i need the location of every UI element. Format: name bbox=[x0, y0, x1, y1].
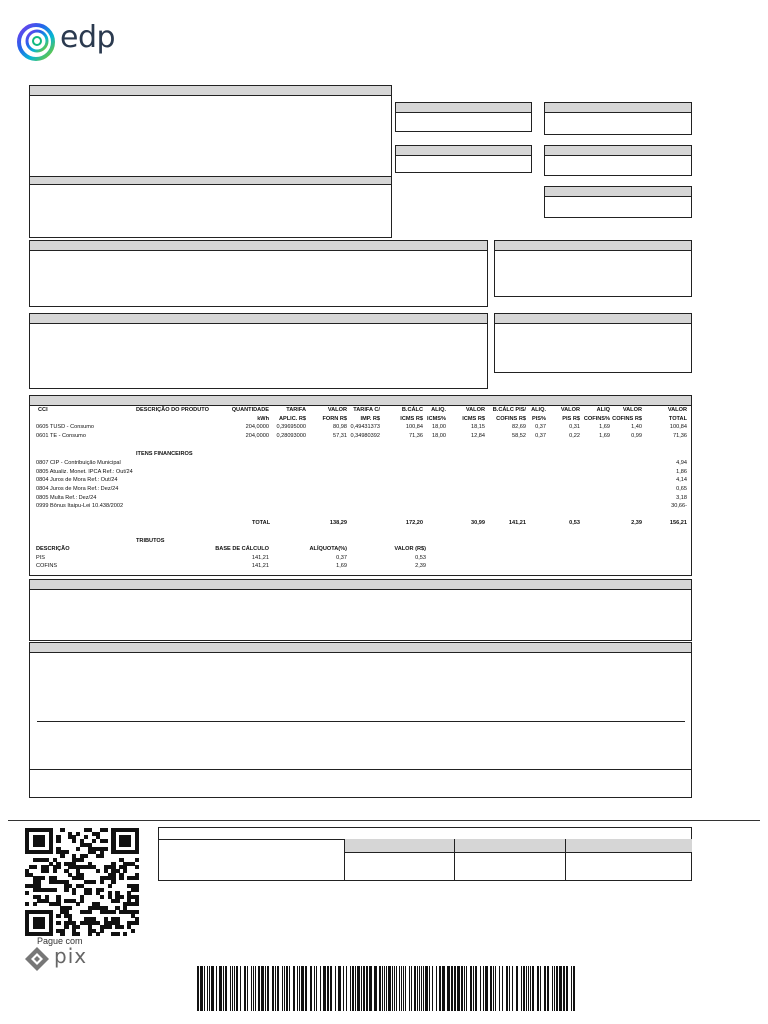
qr-module bbox=[104, 847, 108, 851]
barcode-bar bbox=[247, 966, 248, 1011]
qr-module bbox=[25, 891, 29, 895]
barcode-bar bbox=[374, 966, 376, 1011]
barcode-bar bbox=[480, 966, 481, 1011]
barcode-bar bbox=[255, 966, 256, 1011]
barcode-bar bbox=[230, 966, 231, 1011]
barcode-bar bbox=[528, 966, 529, 1011]
side-box-2 bbox=[494, 313, 692, 373]
customer-box-header bbox=[30, 86, 391, 96]
info-box-5 bbox=[544, 186, 692, 218]
qr-module bbox=[96, 932, 100, 936]
qr-module bbox=[100, 895, 104, 899]
barcode-bar bbox=[234, 966, 235, 1011]
consumption-box bbox=[29, 240, 488, 307]
qr-module bbox=[76, 847, 80, 851]
barcode-bar bbox=[509, 966, 510, 1011]
barcode-bar bbox=[384, 966, 385, 1011]
barcode-bar bbox=[552, 966, 553, 1011]
barcode-bar bbox=[414, 966, 416, 1011]
barcode-bar bbox=[466, 966, 467, 1011]
pix-word: pix bbox=[54, 944, 88, 968]
barcode-bar bbox=[409, 966, 410, 1011]
qr-module bbox=[41, 876, 45, 880]
qr-module bbox=[135, 850, 139, 854]
qr-module bbox=[92, 839, 96, 843]
qr-module bbox=[88, 891, 92, 895]
barcode-bar bbox=[405, 966, 406, 1011]
barcode-bar bbox=[411, 966, 412, 1011]
barcode-bar bbox=[506, 966, 508, 1011]
barcode-bar bbox=[523, 966, 525, 1011]
barcode-bar bbox=[403, 966, 404, 1011]
qr-module bbox=[104, 839, 108, 843]
payment-box bbox=[158, 827, 692, 881]
qr-module bbox=[123, 869, 127, 873]
barcode-bar bbox=[223, 966, 224, 1011]
barcode-bar bbox=[512, 966, 513, 1011]
qr-module bbox=[135, 858, 139, 862]
barcode-bar bbox=[207, 966, 208, 1011]
barcode-bar bbox=[293, 966, 295, 1011]
qr-module bbox=[115, 899, 119, 903]
barcode-bar bbox=[327, 966, 329, 1011]
barcode-bar bbox=[366, 966, 368, 1011]
barcode-bar bbox=[258, 966, 260, 1011]
pix-logo bbox=[24, 946, 114, 972]
qr-module bbox=[119, 925, 123, 929]
barcode-bar bbox=[316, 966, 317, 1011]
qr-module bbox=[135, 902, 139, 906]
barcode-bar bbox=[439, 966, 441, 1011]
barcode-bar bbox=[352, 966, 354, 1011]
barcode-bar bbox=[417, 966, 418, 1011]
qr-module bbox=[80, 899, 84, 903]
side-box-1 bbox=[494, 240, 692, 297]
barcode-bar bbox=[493, 966, 494, 1011]
barcode-bar bbox=[526, 966, 527, 1011]
qr-module bbox=[72, 839, 76, 843]
qr-module bbox=[104, 828, 108, 832]
barcode-bar bbox=[563, 966, 565, 1011]
qr-module bbox=[100, 929, 104, 933]
barcode-bar bbox=[305, 966, 307, 1011]
qr-module bbox=[135, 888, 139, 892]
qr-module bbox=[53, 869, 57, 873]
messages-box bbox=[29, 579, 692, 641]
barcode-bar bbox=[350, 966, 351, 1011]
notes-box bbox=[29, 642, 692, 798]
col-cci: CCI bbox=[38, 407, 48, 413]
barcode-bar bbox=[369, 966, 371, 1011]
barcode-bar bbox=[277, 966, 279, 1011]
barcode-bar bbox=[571, 966, 572, 1011]
qr-module bbox=[127, 843, 131, 847]
barcode-bar bbox=[209, 966, 210, 1011]
barcode-bar bbox=[559, 966, 561, 1011]
barcode-bar bbox=[419, 966, 420, 1011]
barcode-bar bbox=[343, 966, 344, 1011]
qr-module bbox=[100, 854, 104, 858]
barcode-bar bbox=[502, 966, 503, 1011]
notes-footer-divider bbox=[30, 769, 691, 770]
barcode-bar bbox=[483, 966, 484, 1011]
barcode-bar bbox=[386, 966, 387, 1011]
qr-module bbox=[119, 876, 123, 880]
pix-qr-code bbox=[25, 828, 139, 936]
info-box-1 bbox=[395, 102, 532, 132]
barcode-bar bbox=[461, 966, 463, 1011]
address-box-divider bbox=[30, 176, 391, 185]
barcode-bar bbox=[530, 966, 531, 1011]
qr-module bbox=[108, 884, 112, 888]
barcode-bar bbox=[521, 966, 522, 1011]
barcode-bar bbox=[396, 966, 397, 1011]
edp-swirl-icon bbox=[16, 22, 56, 62]
qr-module bbox=[68, 906, 72, 910]
barcode-bar bbox=[544, 966, 546, 1011]
barcode-bar bbox=[388, 966, 390, 1011]
barcode-bar bbox=[429, 966, 430, 1011]
barcode-bar bbox=[320, 966, 321, 1011]
barcode-bar bbox=[382, 966, 383, 1011]
barcode-bar bbox=[330, 966, 332, 1011]
barcode-bar bbox=[363, 966, 365, 1011]
qr-module bbox=[84, 854, 88, 858]
barcode-bar bbox=[253, 966, 254, 1011]
barcode-bar bbox=[225, 966, 227, 1011]
barcode-bar bbox=[297, 966, 298, 1011]
barcode-bar bbox=[338, 966, 340, 1011]
qr-module bbox=[41, 843, 45, 847]
qr-module bbox=[111, 910, 115, 914]
barcode-bar bbox=[516, 966, 518, 1011]
barcode-bar bbox=[470, 966, 472, 1011]
customer-box bbox=[29, 85, 392, 238]
cut-line bbox=[8, 820, 760, 821]
barcode-bar bbox=[200, 966, 202, 1011]
barcode-bar bbox=[267, 966, 269, 1011]
qr-module bbox=[92, 880, 96, 884]
barcode-bar bbox=[261, 966, 263, 1011]
barcode-bar bbox=[286, 966, 288, 1011]
edp-logo-text: edp bbox=[60, 20, 116, 55]
qr-module bbox=[45, 869, 49, 873]
info-box-2 bbox=[544, 102, 692, 135]
barcode-bar bbox=[275, 966, 276, 1011]
qr-module bbox=[76, 902, 80, 906]
qr-module bbox=[33, 865, 37, 869]
qr-module bbox=[72, 891, 76, 895]
barcode-bar bbox=[475, 966, 477, 1011]
barcode-bar bbox=[394, 966, 395, 1011]
barcode-bar bbox=[425, 966, 427, 1011]
barcode-bar bbox=[399, 966, 400, 1011]
info-box-4 bbox=[544, 145, 692, 176]
qr-module bbox=[60, 828, 64, 832]
barcode-bar bbox=[282, 966, 283, 1011]
qr-module bbox=[49, 850, 53, 854]
barcode-bar bbox=[289, 966, 290, 1011]
barcode-bar bbox=[240, 966, 241, 1011]
notes-divider bbox=[37, 721, 685, 722]
col-descricao: DESCRIÇÃO DO PRODUTO bbox=[136, 407, 209, 413]
barcode-bar bbox=[323, 966, 325, 1011]
barcode-bar bbox=[232, 966, 233, 1011]
barcode-bar bbox=[532, 966, 534, 1011]
qr-module bbox=[64, 925, 68, 929]
barcode-bar bbox=[485, 966, 487, 1011]
barcode-bar bbox=[423, 966, 424, 1011]
barcode-bar bbox=[547, 966, 549, 1011]
qr-module bbox=[100, 888, 104, 892]
pix-label: Pague com bbox=[37, 936, 83, 946]
tributos-title: TRIBUTOS bbox=[136, 538, 165, 544]
qr-module bbox=[135, 921, 139, 925]
qr-module bbox=[96, 869, 100, 873]
barcode-bar bbox=[355, 966, 356, 1011]
barcode-bar bbox=[314, 966, 315, 1011]
qr-module bbox=[76, 832, 80, 836]
qr-module bbox=[25, 902, 29, 906]
qr-module bbox=[115, 932, 119, 936]
barcode-bar bbox=[436, 966, 437, 1011]
barcode-bar bbox=[421, 966, 422, 1011]
qr-module bbox=[100, 880, 104, 884]
barcode-bar bbox=[554, 966, 555, 1011]
qr-module bbox=[119, 895, 123, 899]
qr-module bbox=[64, 850, 68, 854]
barcode-bar bbox=[457, 966, 459, 1011]
barcode-bar bbox=[216, 966, 217, 1011]
barcode-bar bbox=[473, 966, 474, 1011]
barcode-bar bbox=[566, 966, 568, 1011]
edp-logo bbox=[16, 22, 126, 62]
barcode-bar bbox=[454, 966, 456, 1011]
barcode-bar bbox=[204, 966, 205, 1011]
qr-module bbox=[33, 902, 37, 906]
qr-module bbox=[108, 925, 112, 929]
qr-module bbox=[56, 914, 60, 918]
barcode-bar bbox=[490, 966, 492, 1011]
qr-module bbox=[111, 880, 115, 884]
qr-module bbox=[131, 929, 135, 933]
qr-module bbox=[123, 932, 127, 936]
barcode-bar bbox=[499, 966, 500, 1011]
info-box-3 bbox=[395, 145, 532, 173]
barcode-bar bbox=[335, 966, 336, 1011]
financial-items-title: ITENS FINANCEIROS bbox=[136, 451, 193, 457]
qr-module bbox=[84, 835, 88, 839]
qr-module bbox=[41, 925, 45, 929]
qr-module bbox=[135, 876, 139, 880]
barcode-bar bbox=[573, 966, 575, 1011]
barcode-bar bbox=[392, 966, 393, 1011]
qr-module bbox=[76, 925, 80, 929]
qr-module bbox=[56, 921, 60, 925]
barcode-bar bbox=[442, 966, 444, 1011]
qr-module bbox=[135, 865, 139, 869]
barcode-bar bbox=[451, 966, 453, 1011]
pix-diamond-icon bbox=[24, 946, 50, 972]
barcode-bar bbox=[379, 966, 381, 1011]
barcode-bar bbox=[537, 966, 539, 1011]
barcode-bar bbox=[299, 966, 300, 1011]
items-table: CCI DESCRIÇÃO DO PRODUTO QUANTIDADE TARIFA VALOR TARIFA C/ B.CÁLC ALIQ. VALOR B.CÁLC PIS/ ALIQ. VALOR ALIQ VALOR VALOR kWh APLIC. R$ FORN R$ IMP. R$ ICMS R$ ICMS% ICMS R$ COFINS R$ PIS% PIS R$ COFINS% COFINS R$ TOTAL 0605 TUSD - Consumo 204,0000 0,39695000 80,98 0,49431373 100,84 18,00 18,15 82,69 0,37 0,31 1,69 1,40 100,84 0601 TE - Consumo 204,0000 0,28093000 57,31 0,34980392 71,36 18,00 12,84 58,52 0,37 0,22 1,69 0,99 71,36 ITENS FINANCEIROS 0807 CIP - Contribuição Municipal 4,94 0805 Atualiz. Monet. IPCA Ref.: Out/24 1,86 0804 Juros de Mora Ref.: Out/24 4,14 0804 Juros de Mora Ref.: Dez/24 0,65 0805 Multa Ref.: Dez/24 3,18 0999 Bônus Itaipu-Lei 10.438/2002 30,66- TOTAL 138,29 172,20 30,99 141,21 0,53 2,39 156,21 TRIBUTOS DESCRIÇÃO BASE DE CÁLCULO ALÍQUOTA(%) VALOR (R$) PIS 141,21 0,37 0,53 COFINS 141,21 1,69 2,39 bbox=[29, 395, 692, 576]
barcode-bar bbox=[284, 966, 285, 1011]
barcode-bar bbox=[432, 966, 433, 1011]
qr-module bbox=[60, 854, 64, 858]
barcode-bar bbox=[197, 966, 199, 1011]
barcode-bar bbox=[495, 966, 496, 1011]
barcode-bar bbox=[310, 966, 312, 1011]
qr-module bbox=[56, 839, 60, 843]
barcode-bar bbox=[272, 966, 274, 1011]
barcode-bar bbox=[464, 966, 465, 1011]
qr-module bbox=[80, 858, 84, 862]
qr-module bbox=[64, 888, 68, 892]
barcode bbox=[197, 966, 575, 1011]
barcode-bar bbox=[265, 966, 266, 1011]
barcode-bar bbox=[556, 966, 558, 1011]
barcode-bar bbox=[236, 966, 238, 1011]
barcode-bar bbox=[211, 966, 213, 1011]
barcode-bar bbox=[244, 966, 246, 1011]
reading-box bbox=[29, 313, 488, 389]
barcode-bar bbox=[357, 966, 359, 1011]
barcode-bar bbox=[346, 966, 347, 1011]
qr-module bbox=[56, 865, 60, 869]
barcode-bar bbox=[447, 966, 449, 1011]
barcode-bar bbox=[301, 966, 303, 1011]
barcode-bar bbox=[219, 966, 221, 1011]
qr-module bbox=[88, 932, 92, 936]
qr-module bbox=[88, 910, 92, 914]
qr-module bbox=[135, 910, 139, 914]
qr-module bbox=[53, 888, 57, 892]
barcode-bar bbox=[401, 966, 402, 1011]
barcode-bar bbox=[540, 966, 541, 1011]
barcode-bar bbox=[361, 966, 362, 1011]
barcode-bar bbox=[251, 966, 252, 1011]
items-table-header-bar bbox=[30, 396, 691, 406]
